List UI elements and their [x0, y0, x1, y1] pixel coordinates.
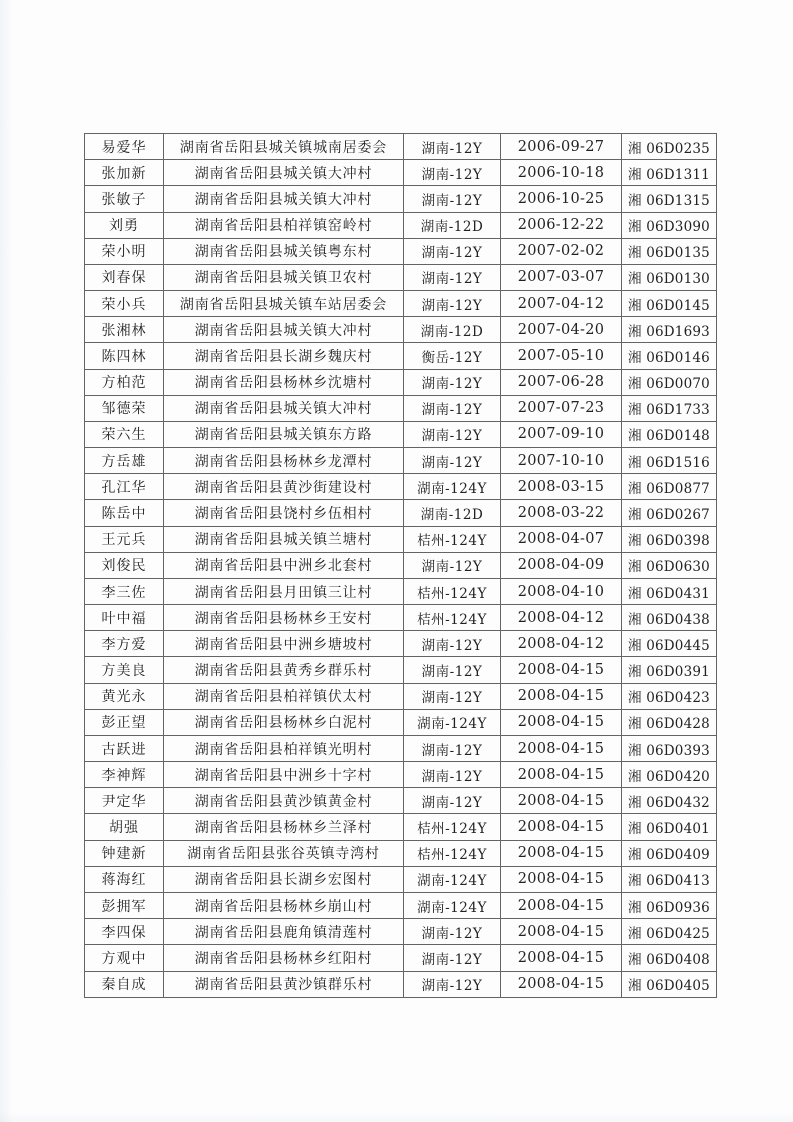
cell-address: 湖南省岳阳县杨林乡兰泽村	[164, 814, 404, 840]
cell-plate-number: 湘 06D0408	[622, 945, 717, 971]
cell-address: 湖南省岳阳县长湖乡魏庆村	[164, 343, 404, 369]
cell-plate-number: 湘 06D1315	[622, 186, 717, 212]
table-row	[85, 605, 717, 631]
cell-owner-name: 李四保	[85, 919, 164, 945]
table-row	[85, 657, 717, 683]
table-row	[85, 526, 717, 552]
cell-plate-number: 湘 06D0420	[622, 762, 717, 788]
table-row	[85, 552, 717, 578]
cell-address: 湖南省岳阳县黄沙街建设村	[164, 474, 404, 500]
cell-owner-name: 钟建新	[85, 840, 164, 866]
cell-model: 湖南-12Y	[404, 945, 501, 971]
cell-address: 湖南省岳阳县城关镇大冲村	[164, 160, 404, 186]
cell-model: 湖南-12Y	[404, 631, 501, 657]
cell-model: 湖南-12Y	[404, 657, 501, 683]
cell-model: 湖南-124Y	[404, 474, 501, 500]
cell-plate-number: 湘 06D0409	[622, 840, 717, 866]
cell-model: 湖南-12Y	[404, 788, 501, 814]
cell-model: 湖南-12Y	[404, 735, 501, 761]
table-row	[85, 369, 717, 395]
cell-plate-number: 湘 06D3090	[622, 212, 717, 238]
cell-owner-name: 李三佐	[85, 578, 164, 604]
cell-date: 2008-04-15	[501, 735, 622, 761]
table-row	[85, 264, 717, 290]
cell-address: 湖南省岳阳县黄沙镇黄金村	[164, 788, 404, 814]
cell-date: 2007-04-12	[501, 291, 622, 317]
cell-plate-number: 湘 06D0413	[622, 866, 717, 892]
cell-date: 2008-04-15	[501, 919, 622, 945]
cell-address: 湖南省岳阳县城关镇大冲村	[164, 317, 404, 343]
cell-owner-name: 易爱华	[85, 134, 164, 160]
cell-plate-number: 湘 06D0130	[622, 264, 717, 290]
cell-model: 湖南-12Y	[404, 264, 501, 290]
cell-date: 2008-04-15	[501, 657, 622, 683]
cell-address: 湖南省岳阳县中洲乡十字村	[164, 762, 404, 788]
cell-plate-number: 湘 06D0425	[622, 919, 717, 945]
table-row	[85, 735, 717, 761]
cell-owner-name: 方美良	[85, 657, 164, 683]
cell-address: 湖南省岳阳县杨林乡沈塘村	[164, 369, 404, 395]
cell-date: 2008-04-12	[501, 605, 622, 631]
cell-address: 湖南省岳阳县柏祥镇光明村	[164, 735, 404, 761]
cell-model: 湖南-12D	[404, 317, 501, 343]
cell-owner-name: 秦自成	[85, 971, 164, 998]
table-row	[85, 892, 717, 918]
cell-date: 2007-04-20	[501, 317, 622, 343]
cell-owner-name: 陈四林	[85, 343, 164, 369]
cell-address: 湖南省岳阳县中洲乡塘坡村	[164, 631, 404, 657]
cell-address: 湖南省岳阳县城关镇东方路	[164, 421, 404, 447]
table-row	[85, 134, 717, 160]
cell-date: 2008-04-15	[501, 945, 622, 971]
table-row	[85, 212, 717, 238]
cell-owner-name: 李神辉	[85, 762, 164, 788]
cell-plate-number: 湘 06D0401	[622, 814, 717, 840]
cell-date: 2008-04-15	[501, 971, 622, 998]
cell-model: 湖南-12D	[404, 212, 501, 238]
cell-owner-name: 叶中福	[85, 605, 164, 631]
cell-owner-name: 尹定华	[85, 788, 164, 814]
cell-owner-name: 张湘林	[85, 317, 164, 343]
cell-date: 2007-07-23	[501, 395, 622, 421]
cell-owner-name: 彭拥军	[85, 892, 164, 918]
cell-plate-number: 湘 06D0135	[622, 238, 717, 264]
cell-owner-name: 荣六生	[85, 421, 164, 447]
cell-model: 湖南-12Y	[404, 291, 501, 317]
cell-address: 湖南省岳阳县城关镇大冲村	[164, 186, 404, 212]
cell-model: 湖南-124Y	[404, 892, 501, 918]
cell-plate-number: 湘 06D0235	[622, 134, 717, 160]
cell-owner-name: 张敏子	[85, 186, 164, 212]
cell-address: 湖南省岳阳县杨林乡红阳村	[164, 945, 404, 971]
table-row	[85, 317, 717, 343]
cell-owner-name: 刘勇	[85, 212, 164, 238]
cell-address: 湖南省岳阳县长湖乡宏图村	[164, 866, 404, 892]
cell-model: 湖南-124Y	[404, 709, 501, 735]
cell-model: 桔州-124Y	[404, 526, 501, 552]
table-row	[85, 448, 717, 474]
cell-owner-name: 李方爱	[85, 631, 164, 657]
cell-address: 湖南省岳阳县柏祥镇伏太村	[164, 683, 404, 709]
cell-address: 湖南省岳阳县城关镇车站居委会	[164, 291, 404, 317]
cell-model: 桔州-124Y	[404, 578, 501, 604]
cell-date: 2008-04-15	[501, 814, 622, 840]
cell-address: 湖南省岳阳县杨林乡崩山村	[164, 892, 404, 918]
cell-plate-number: 湘 06D0145	[622, 291, 717, 317]
cell-model: 湖南-12Y	[404, 160, 501, 186]
cell-owner-name: 蒋海红	[85, 866, 164, 892]
cell-date: 2008-04-10	[501, 578, 622, 604]
cell-plate-number: 湘 06D0432	[622, 788, 717, 814]
cell-address: 湖南省岳阳县城关镇大冲村	[164, 395, 404, 421]
cell-date: 2008-04-15	[501, 892, 622, 918]
table-row	[85, 814, 717, 840]
cell-address: 湖南省岳阳县柏祥镇窑岭村	[164, 212, 404, 238]
cell-plate-number: 湘 06D0630	[622, 552, 717, 578]
table-row	[85, 709, 717, 735]
cell-address: 湖南省岳阳县鹿角镇清莲村	[164, 919, 404, 945]
cell-owner-name: 刘春保	[85, 264, 164, 290]
cell-date: 2006-10-18	[501, 160, 622, 186]
cell-owner-name: 方岳雄	[85, 448, 164, 474]
cell-address: 湖南省岳阳县中洲乡北套村	[164, 552, 404, 578]
cell-plate-number: 湘 06D0445	[622, 631, 717, 657]
cell-address: 湖南省岳阳县城关镇兰塘村	[164, 526, 404, 552]
table-row	[85, 500, 717, 526]
table-row	[85, 919, 717, 945]
cell-date: 2008-03-15	[501, 474, 622, 500]
cell-date: 2006-09-27	[501, 134, 622, 160]
cell-address: 湖南省岳阳县黄沙镇群乐村	[164, 971, 404, 998]
cell-plate-number: 湘 06D1311	[622, 160, 717, 186]
cell-date: 2008-04-15	[501, 788, 622, 814]
table-row	[85, 578, 717, 604]
cell-owner-name: 刘俊民	[85, 552, 164, 578]
cell-address: 湖南省岳阳县杨林乡白泥村	[164, 709, 404, 735]
cell-owner-name: 胡强	[85, 814, 164, 840]
cell-plate-number: 湘 06D0146	[622, 343, 717, 369]
cell-address: 湖南省岳阳县城关镇粤东村	[164, 238, 404, 264]
cell-owner-name: 方观中	[85, 945, 164, 971]
cell-owner-name: 荣小兵	[85, 291, 164, 317]
table-row	[85, 291, 717, 317]
cell-model: 湖南-12Y	[404, 683, 501, 709]
cell-plate-number: 湘 06D1733	[622, 395, 717, 421]
table-row	[85, 421, 717, 447]
cell-date: 2007-06-28	[501, 369, 622, 395]
cell-date: 2006-12-22	[501, 212, 622, 238]
cell-model: 桔州-124Y	[404, 605, 501, 631]
cell-plate-number: 湘 06D0393	[622, 735, 717, 761]
cell-model: 湖南-12Y	[404, 421, 501, 447]
table-row	[85, 683, 717, 709]
cell-model: 湖南-12Y	[404, 238, 501, 264]
vehicle-registration-table	[84, 133, 717, 998]
cell-plate-number: 湘 06D0877	[622, 474, 717, 500]
cell-date: 2007-09-10	[501, 421, 622, 447]
cell-plate-number: 湘 06D0936	[622, 892, 717, 918]
cell-address: 湖南省岳阳县杨林乡龙潭村	[164, 448, 404, 474]
cell-model: 湖南-12Y	[404, 448, 501, 474]
cell-date: 2008-04-07	[501, 526, 622, 552]
cell-plate-number: 湘 06D0148	[622, 421, 717, 447]
cell-date: 2007-03-07	[501, 264, 622, 290]
cell-model: 湖南-12Y	[404, 186, 501, 212]
cell-plate-number: 湘 06D1693	[622, 317, 717, 343]
cell-date: 2007-02-02	[501, 238, 622, 264]
table-row	[85, 238, 717, 264]
cell-model: 湖南-12Y	[404, 971, 501, 998]
cell-date: 2008-04-15	[501, 762, 622, 788]
cell-owner-name: 陈岳中	[85, 500, 164, 526]
cell-address: 湖南省岳阳县月田镇三让村	[164, 578, 404, 604]
cell-owner-name: 邹德荣	[85, 395, 164, 421]
cell-owner-name: 方柏范	[85, 369, 164, 395]
cell-owner-name: 古跃进	[85, 735, 164, 761]
cell-date: 2007-10-10	[501, 448, 622, 474]
cell-plate-number: 湘 06D0405	[622, 971, 717, 998]
cell-address: 湖南省岳阳县城关镇卫农村	[164, 264, 404, 290]
cell-address: 湖南省岳阳县饶村乡伍相村	[164, 500, 404, 526]
cell-date: 2008-04-15	[501, 683, 622, 709]
cell-model: 桔州-124Y	[404, 840, 501, 866]
cell-address: 湖南省岳阳县城关镇城南居委会	[164, 134, 404, 160]
cell-model: 桔州-124Y	[404, 814, 501, 840]
table-row	[85, 395, 717, 421]
table-row	[85, 762, 717, 788]
table-row	[85, 474, 717, 500]
table-row	[85, 866, 717, 892]
cell-owner-name: 荣小明	[85, 238, 164, 264]
cell-owner-name: 王元兵	[85, 526, 164, 552]
cell-address: 湖南省岳阳县黄秀乡群乐村	[164, 657, 404, 683]
cell-model: 湖南-12Y	[404, 762, 501, 788]
cell-owner-name: 黄光永	[85, 683, 164, 709]
cell-plate-number: 湘 06D0428	[622, 709, 717, 735]
table-row	[85, 343, 717, 369]
table-body	[85, 134, 717, 998]
table-row	[85, 788, 717, 814]
cell-date: 2006-10-25	[501, 186, 622, 212]
table-row	[85, 945, 717, 971]
cell-model: 湖南-12Y	[404, 552, 501, 578]
cell-date: 2008-04-12	[501, 631, 622, 657]
cell-date: 2008-03-22	[501, 500, 622, 526]
cell-plate-number: 湘 06D0070	[622, 369, 717, 395]
cell-plate-number: 湘 06D0391	[622, 657, 717, 683]
cell-plate-number: 湘 06D0267	[622, 500, 717, 526]
cell-address: 湖南省岳阳县张谷英镇寺湾村	[164, 840, 404, 866]
cell-model: 湖南-12Y	[404, 369, 501, 395]
table-row	[85, 631, 717, 657]
cell-plate-number: 湘 06D0398	[622, 526, 717, 552]
cell-address: 湖南省岳阳县杨林乡王安村	[164, 605, 404, 631]
cell-owner-name: 彭正望	[85, 709, 164, 735]
cell-date: 2008-04-09	[501, 552, 622, 578]
table-row	[85, 840, 717, 866]
cell-plate-number: 湘 06D0423	[622, 683, 717, 709]
cell-model: 湖南-12Y	[404, 134, 501, 160]
cell-plate-number: 湘 06D1516	[622, 448, 717, 474]
cell-date: 2008-04-15	[501, 840, 622, 866]
cell-owner-name: 孔江华	[85, 474, 164, 500]
table-row	[85, 971, 717, 998]
table-row	[85, 186, 717, 212]
cell-date: 2008-04-15	[501, 709, 622, 735]
cell-date: 2007-05-10	[501, 343, 622, 369]
cell-plate-number: 湘 06D0431	[622, 578, 717, 604]
cell-model: 湖南-12D	[404, 500, 501, 526]
cell-model: 湖南-124Y	[404, 866, 501, 892]
cell-owner-name: 张加新	[85, 160, 164, 186]
cell-model: 衡岳-12Y	[404, 343, 501, 369]
cell-date: 2008-04-15	[501, 866, 622, 892]
cell-model: 湖南-12Y	[404, 395, 501, 421]
table-row	[85, 160, 717, 186]
cell-plate-number: 湘 06D0438	[622, 605, 717, 631]
cell-model: 湖南-12Y	[404, 919, 501, 945]
